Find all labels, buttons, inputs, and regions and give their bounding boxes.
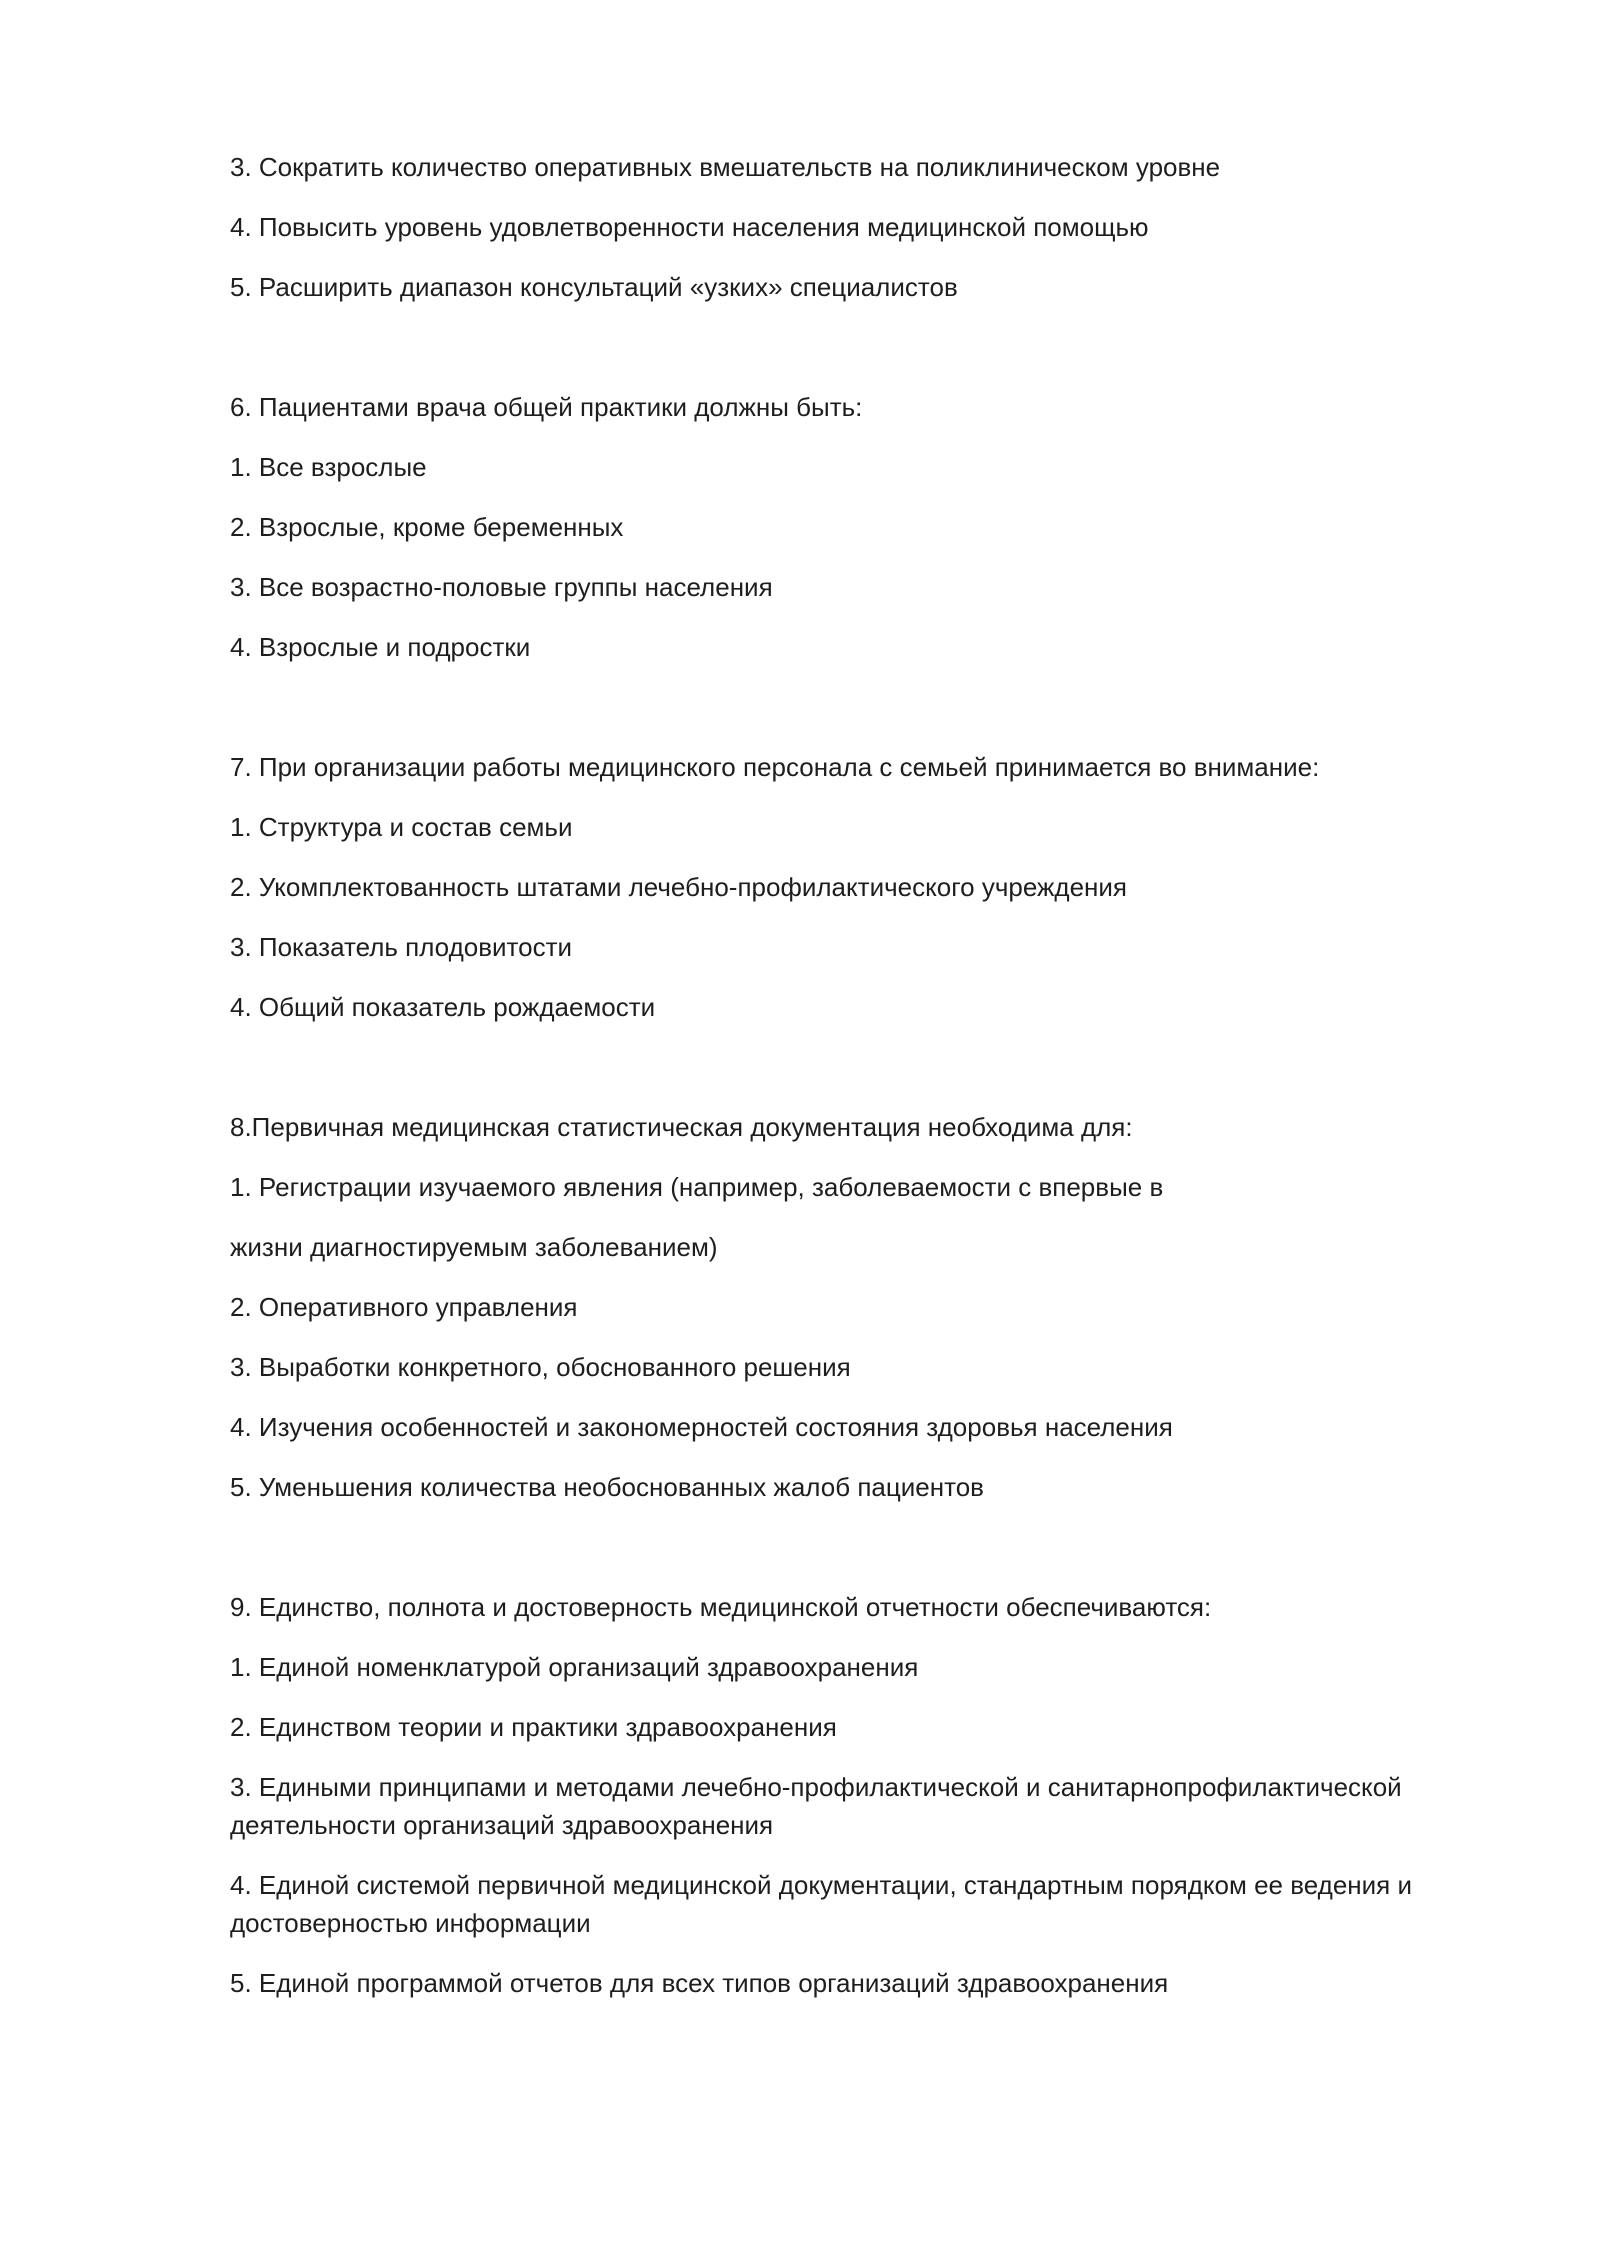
question-9: 9. Единство, полнота и достоверность медицинской отчетности обеспечиваются: [230,1592,1212,1622]
q7-option-1: 1. Структура и состав семьи [230,812,573,842]
q6-option-4: 4. Взрослые и подростки [230,632,531,662]
q5-option-4: 4. Повысить уровень удовлетворенности населения медицинской помощью [230,212,1149,242]
q8-option-4: 4. Изучения особенностей и закономерностей состояния здоровья населения [230,1412,1173,1442]
question-8: 8.Первичная медицинская статистическая документация необходима для: [230,1112,1133,1142]
q8-option-2: 2. Оперативного управления [230,1292,578,1322]
q9-option-1: 1. Единой номенклатурой организаций здравоохранения [230,1652,919,1682]
question-6: 6. Пациентами врача общей практики должны быть: [230,392,863,422]
q7-option-4: 4. Общий показатель рождаемости [230,992,656,1022]
q5-option-3: 3. Сократить количество оперативных вмешательств на поликлиническом уровне [230,152,1221,182]
document-body [230,148,1490,2024]
q5-option-5: 5. Расширить диапазон консультаций «узких» специалистов [230,272,958,302]
q9-option-2: 2. Единством теории и практики здравоохранения [230,1712,837,1742]
q7-option-3: 3. Показатель плодовитости [230,932,573,962]
q8-option-3: 3. Выработки конкретного, обоснованного решения [230,1352,851,1382]
q8-option-1: 1. Регистрации изучаемого явления (например, заболеваемости с впервые в [230,1172,1164,1202]
q8-option-5: 5. Уменьшения количества необоснованных жалоб пациентов [230,1472,984,1502]
question-7: 7. При организации работы медицинского персонала с семьей принимается во внимание: [230,752,1320,782]
q6-option-2: 2. Взрослые, кроме беременных [230,512,624,542]
q9-option-3: 3. Едиными принципами и методами лечебно-профилактической и санитарнопрофилактической деятельности организаций здравоохранения [230,1772,1402,1840]
q7-option-2: 2. Укомплектованность штатами лечебно-профилактического учреждения [230,872,1127,902]
q8-option-1-continued: жизни диагностируемым заболеванием) [230,1232,718,1262]
q6-option-1: 1. Все взрослые [230,452,427,482]
q9-option-5: 5. Единой программой отчетов для всех типов организаций здравоохранения [230,1968,1169,1998]
q6-option-3: 3. Все возрастно-половые группы населения [230,572,773,602]
q9-option-4: 4. Единой системой первичной медицинской документации, стандартным порядком ее ведения и достоверностью информации [230,1870,1412,1938]
